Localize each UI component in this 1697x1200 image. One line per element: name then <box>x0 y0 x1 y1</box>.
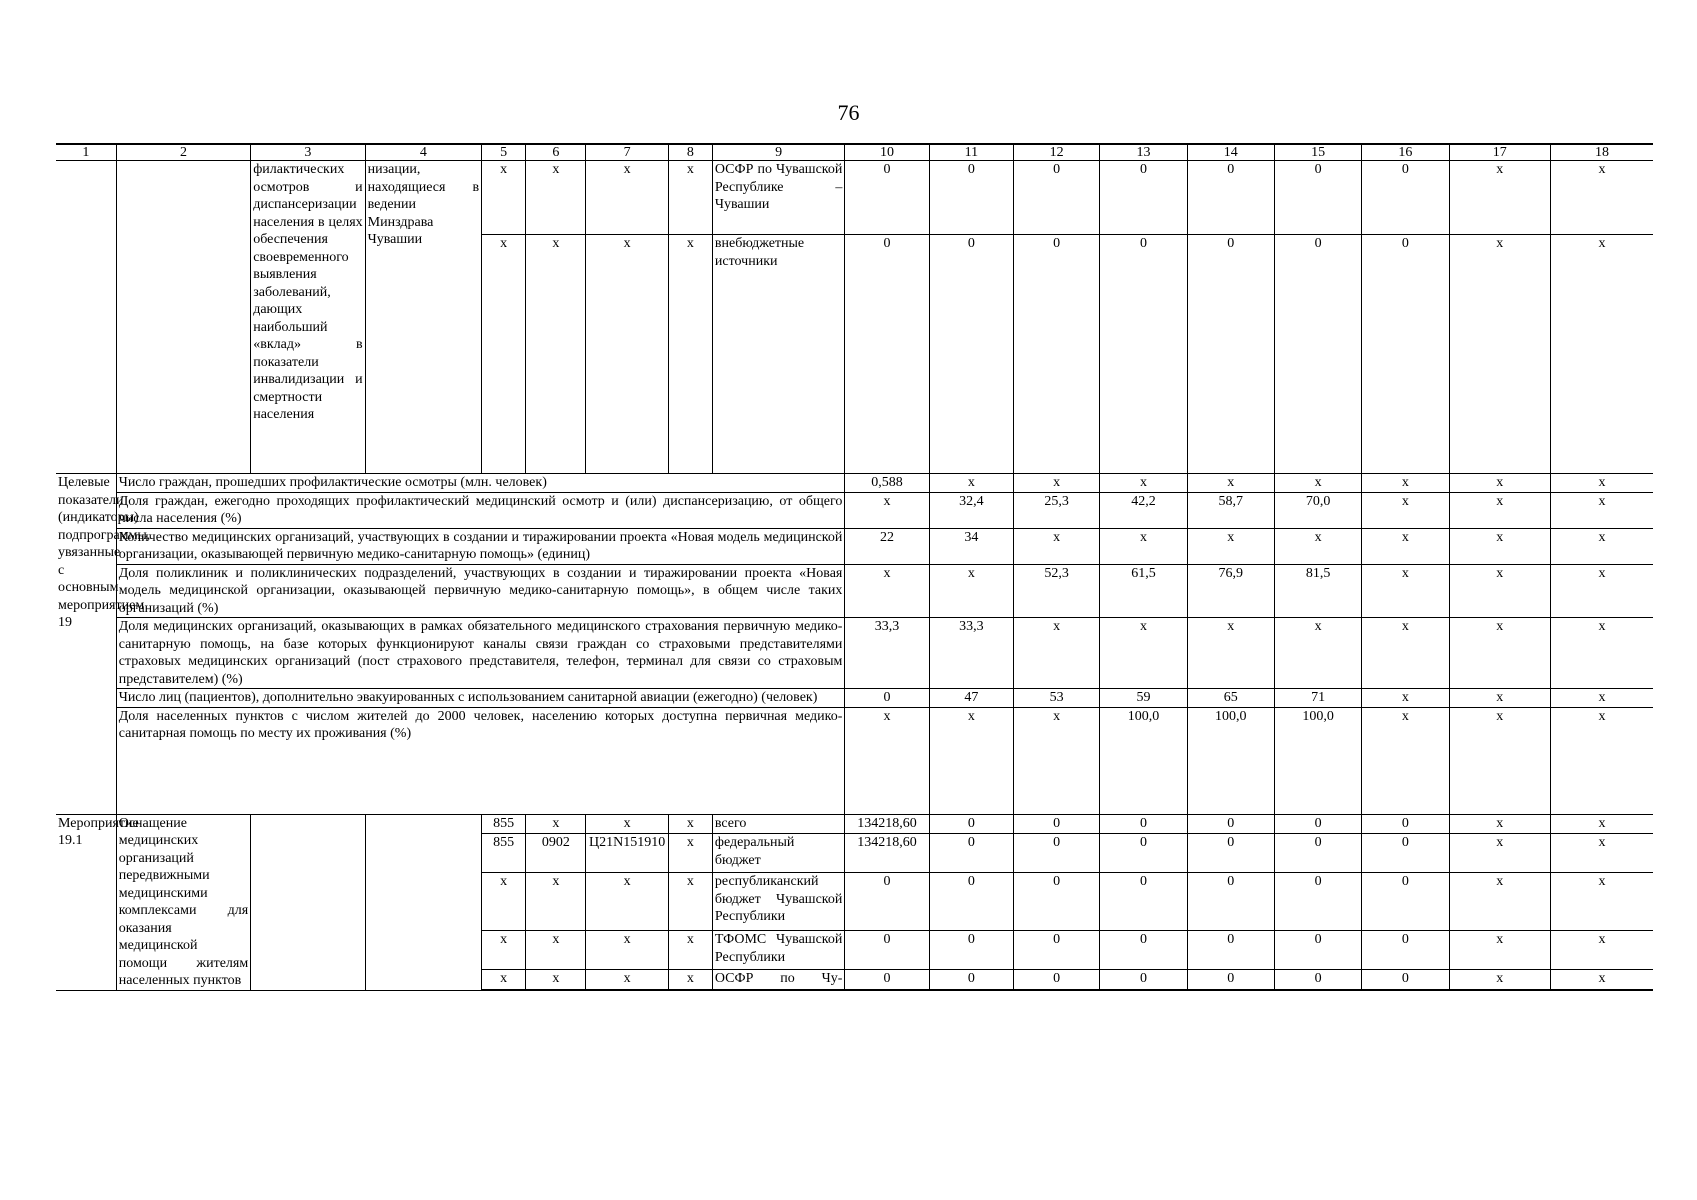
value-cell: 0 <box>845 689 929 708</box>
value-cell: 0 <box>1100 235 1187 474</box>
value-cell: x <box>1362 707 1449 814</box>
value-cell: 0 <box>845 235 929 474</box>
value-cell: 0 <box>845 969 929 990</box>
value-cell: 134218,60 <box>845 834 929 873</box>
value-cell: 0 <box>1362 969 1449 990</box>
code-cell: x <box>482 161 526 235</box>
value-cell: 0 <box>1014 235 1100 474</box>
code-cell: x <box>668 834 712 873</box>
value-cell: x <box>1274 474 1361 493</box>
value-cell: 0 <box>1014 969 1100 990</box>
value-cell: x <box>845 707 929 814</box>
value-cell: 0 <box>1014 931 1100 970</box>
value-cell: x <box>1550 814 1653 834</box>
value-cell: 0 <box>1274 161 1361 235</box>
header-cell: 5 <box>482 144 526 161</box>
value-cell: 0 <box>1187 969 1274 990</box>
code-cell: x <box>586 814 668 834</box>
value-cell: x <box>1550 235 1653 474</box>
col1-cell <box>56 161 116 474</box>
code-cell: 855 <box>482 834 526 873</box>
header-row <box>56 144 1653 161</box>
measure-label: Мероприятие 19.1 <box>56 814 116 990</box>
value-cell: 53 <box>1014 689 1100 708</box>
header-cell: 4 <box>365 144 481 161</box>
value-cell: 0 <box>1274 969 1361 990</box>
indicator-text: Доля населенных пунктов с числом жителей до 2000 человек, населению которых доступна первичная медико-санитарная помощь по месту их проживания (%) <box>116 707 845 814</box>
value-cell: 0 <box>1187 814 1274 834</box>
code-cell: x <box>482 969 526 990</box>
value-cell: 0 <box>1274 931 1361 970</box>
value-cell: x <box>1449 873 1550 931</box>
value-cell: 59 <box>1100 689 1187 708</box>
indicator-text: Число лиц (пациентов), дополнительно эвакуированных с использованием санитарной авиации (ежегодно) (человек) <box>116 689 845 708</box>
indicator-text: Доля поликлиник и поликлинических подразделений, участвующих в создании и тиражировании проекта «Новая модель медицинской организации, оказывающей первичную медико-санитарную помощь», в общем числе таких организаций (%) <box>116 564 845 618</box>
value-cell: 0 <box>1362 931 1449 970</box>
value-cell: x <box>845 492 929 528</box>
measure-name-cell: Оснащение медицинских организаций передвижными медицинскими комплексами для оказания медицинской помощи жителям населенных пунктов <box>116 814 251 990</box>
indicator-row <box>56 492 1653 528</box>
value-cell: 0 <box>929 161 1013 235</box>
value-cell: 65 <box>1187 689 1274 708</box>
col3-cell <box>251 814 365 990</box>
value-cell: x <box>1550 492 1653 528</box>
value-cell: 0 <box>1187 873 1274 931</box>
source-cell: внебюджетные источники <box>712 235 844 474</box>
value-cell: 0 <box>1274 814 1361 834</box>
value-cell: x <box>1550 931 1653 970</box>
value-cell: 0 <box>1100 834 1187 873</box>
value-cell: x <box>1187 474 1274 493</box>
value-cell: 0 <box>1187 161 1274 235</box>
code-cell: x <box>482 873 526 931</box>
header-cell: 3 <box>251 144 365 161</box>
table-row <box>56 814 1653 834</box>
header-cell: 18 <box>1550 144 1653 161</box>
value-cell: x <box>1449 931 1550 970</box>
value-cell: x <box>1550 474 1653 493</box>
header-cell: 12 <box>1014 144 1100 161</box>
value-cell: x <box>845 564 929 618</box>
indicator-text: Количество медицинских организаций, участвующих в создании и тиражировании проекта «Новая модель медицинской организации, оказывающей первичную медико-санитарную помощь» (единиц) <box>116 528 845 564</box>
value-cell: 0 <box>1362 873 1449 931</box>
value-cell: x <box>1550 873 1653 931</box>
value-cell: x <box>1550 564 1653 618</box>
header-cell: 13 <box>1100 144 1187 161</box>
value-cell: x <box>1449 564 1550 618</box>
value-cell: x <box>1187 528 1274 564</box>
value-cell: 0 <box>1014 873 1100 931</box>
source-cell: федеральный бюджет <box>712 834 844 873</box>
code-cell: x <box>586 931 668 970</box>
value-cell: 58,7 <box>1187 492 1274 528</box>
value-cell: 0 <box>1100 161 1187 235</box>
value-cell: x <box>1014 618 1100 689</box>
source-cell: всего <box>712 814 844 834</box>
header-cell: 10 <box>845 144 929 161</box>
value-cell: 0 <box>1014 161 1100 235</box>
value-cell: x <box>1014 528 1100 564</box>
value-cell: 0 <box>1362 161 1449 235</box>
value-cell: x <box>1449 618 1550 689</box>
value-cell: x <box>1449 834 1550 873</box>
indicator-row <box>56 564 1653 618</box>
value-cell: 0 <box>1100 931 1187 970</box>
header-cell: 6 <box>526 144 586 161</box>
value-cell: 0 <box>929 931 1013 970</box>
value-cell: 33,3 <box>929 618 1013 689</box>
measure-name-cell: филактических осмотров и диспансеризации населения в целях обеспечения своевременного выявления заболеваний, дающих наибольший «вклад» в показатели инвалидизации и смертности населения <box>251 161 365 474</box>
indicator-text: Доля граждан, ежегодно проходящих профилактический медицинский осмотр и (или) диспансеризацию, от общего числа населения (%) <box>116 492 845 528</box>
code-cell: x <box>668 873 712 931</box>
value-cell: x <box>1362 492 1449 528</box>
value-cell: 70,0 <box>1274 492 1361 528</box>
value-cell: 0 <box>1014 834 1100 873</box>
value-cell: 100,0 <box>1187 707 1274 814</box>
value-cell: 0 <box>845 931 929 970</box>
executor-cell: низации, находящиеся в ведении Минздрава Чувашии <box>365 161 481 474</box>
value-cell: 0 <box>929 969 1013 990</box>
value-cell: x <box>1550 528 1653 564</box>
col4-cell <box>365 814 481 990</box>
header-cell: 9 <box>712 144 844 161</box>
value-cell: x <box>1449 707 1550 814</box>
value-cell: x <box>1449 689 1550 708</box>
header-cell: 15 <box>1274 144 1361 161</box>
source-cell: республиканский бюджет Чувашской Республики <box>712 873 844 931</box>
value-cell: x <box>1449 474 1550 493</box>
value-cell: x <box>1362 474 1449 493</box>
code-cell: 0902 <box>526 834 586 873</box>
value-cell: 0,588 <box>845 474 929 493</box>
indicator-text: Число граждан, прошедших профилактические осмотры (млн. человек) <box>116 474 845 493</box>
code-cell: x <box>668 235 712 474</box>
value-cell: x <box>1449 969 1550 990</box>
code-cell: x <box>668 161 712 235</box>
value-cell: x <box>1550 707 1653 814</box>
value-cell: x <box>1362 528 1449 564</box>
value-cell: 81,5 <box>1274 564 1361 618</box>
value-cell: x <box>1550 689 1653 708</box>
value-cell: 0 <box>1274 235 1361 474</box>
value-cell: 71 <box>1274 689 1361 708</box>
value-cell: 0 <box>929 834 1013 873</box>
value-cell: 0 <box>1014 814 1100 834</box>
header-cell: 16 <box>1362 144 1449 161</box>
code-cell: x <box>526 235 586 474</box>
value-cell: 0 <box>929 814 1013 834</box>
value-cell: 0 <box>1100 814 1187 834</box>
value-cell: 33,3 <box>845 618 929 689</box>
value-cell: x <box>1014 707 1100 814</box>
value-cell: x <box>1362 689 1449 708</box>
value-cell: x <box>1449 235 1550 474</box>
value-cell: 0 <box>1362 834 1449 873</box>
code-cell: x <box>668 931 712 970</box>
source-cell: ОСФР по Чувашской Республике – Чувашии <box>712 161 844 235</box>
value-cell: x <box>1187 618 1274 689</box>
value-cell: 0 <box>929 235 1013 474</box>
value-cell: x <box>1014 474 1100 493</box>
value-cell: 32,4 <box>929 492 1013 528</box>
value-cell: x <box>1449 528 1550 564</box>
value-cell: 34 <box>929 528 1013 564</box>
value-cell: x <box>1550 618 1653 689</box>
value-cell: x <box>1274 618 1361 689</box>
value-cell: 0 <box>929 873 1013 931</box>
value-cell: 0 <box>1362 814 1449 834</box>
code-cell: x <box>526 969 586 990</box>
code-cell: x <box>668 814 712 834</box>
value-cell: x <box>1550 161 1653 235</box>
table-row <box>56 161 1653 235</box>
value-cell: 0 <box>1100 969 1187 990</box>
value-cell: x <box>929 707 1013 814</box>
value-cell: x <box>1449 161 1550 235</box>
indicator-row <box>56 689 1653 708</box>
value-cell: 76,9 <box>1187 564 1274 618</box>
code-cell: 855 <box>482 814 526 834</box>
value-cell: 0 <box>1187 931 1274 970</box>
code-cell: x <box>526 931 586 970</box>
value-cell: 100,0 <box>1100 707 1187 814</box>
header-cell: 11 <box>929 144 1013 161</box>
code-cell: x <box>586 873 668 931</box>
header-cell: 2 <box>116 144 251 161</box>
value-cell: 0 <box>1274 834 1361 873</box>
value-cell: x <box>1449 492 1550 528</box>
value-cell: 0 <box>1187 235 1274 474</box>
indicator-row <box>56 707 1653 814</box>
indicator-row <box>56 618 1653 689</box>
col2-cell <box>116 161 251 474</box>
code-cell: x <box>586 235 668 474</box>
value-cell: 0 <box>1187 834 1274 873</box>
code-cell: x <box>668 969 712 990</box>
header-cell: 8 <box>668 144 712 161</box>
value-cell: 22 <box>845 528 929 564</box>
value-cell: 52,3 <box>1014 564 1100 618</box>
value-cell: 0 <box>1100 873 1187 931</box>
value-cell: 134218,60 <box>845 814 929 834</box>
value-cell: 0 <box>1274 873 1361 931</box>
indicators-label: Целевые показатели (индикаторы) подпрограммы, увязанные с основным мероприятием 19 <box>56 474 116 815</box>
value-cell: x <box>929 564 1013 618</box>
program-table <box>56 143 1653 991</box>
code-cell: x <box>586 969 668 990</box>
value-cell: x <box>1100 474 1187 493</box>
value-cell: 0 <box>1362 235 1449 474</box>
value-cell: x <box>929 474 1013 493</box>
value-cell: x <box>1449 814 1550 834</box>
value-cell: x <box>1274 528 1361 564</box>
code-cell: x <box>482 235 526 474</box>
header-cell: 7 <box>586 144 668 161</box>
code-cell: Ц21N151910 <box>586 834 668 873</box>
page-number: 76 <box>837 100 860 125</box>
code-cell: x <box>526 814 586 834</box>
header-cell: 1 <box>56 144 116 161</box>
value-cell: 47 <box>929 689 1013 708</box>
code-cell: x <box>526 873 586 931</box>
code-cell: x <box>526 161 586 235</box>
value-cell: x <box>1100 618 1187 689</box>
indicator-row <box>56 528 1653 564</box>
header-cell: 14 <box>1187 144 1274 161</box>
header-cell: 17 <box>1449 144 1550 161</box>
value-cell: x <box>1550 834 1653 873</box>
source-cell: ТФОМС Чувашской Республики <box>712 931 844 970</box>
value-cell: x <box>1362 618 1449 689</box>
indicator-text: Доля медицинских организаций, оказывающих в рамках обязательного медицинского страхования первичную медико-санитарную помощь, на базе которых функционируют каналы связи граждан со страховыми представителями страховых медицинских организаций (пост страхового представителя, телефон, терминал для связи со страховым представителем) (%) <box>116 618 845 689</box>
value-cell: 42,2 <box>1100 492 1187 528</box>
code-cell: x <box>482 931 526 970</box>
indicator-row <box>56 474 1653 493</box>
code-cell: x <box>586 161 668 235</box>
value-cell: 100,0 <box>1274 707 1361 814</box>
value-cell: x <box>1100 528 1187 564</box>
value-cell: 61,5 <box>1100 564 1187 618</box>
value-cell: x <box>1550 969 1653 990</box>
value-cell: x <box>1362 564 1449 618</box>
value-cell: 0 <box>845 161 929 235</box>
value-cell: 25,3 <box>1014 492 1100 528</box>
source-cell: ОСФР по Чу- <box>712 969 844 990</box>
value-cell: 0 <box>845 873 929 931</box>
